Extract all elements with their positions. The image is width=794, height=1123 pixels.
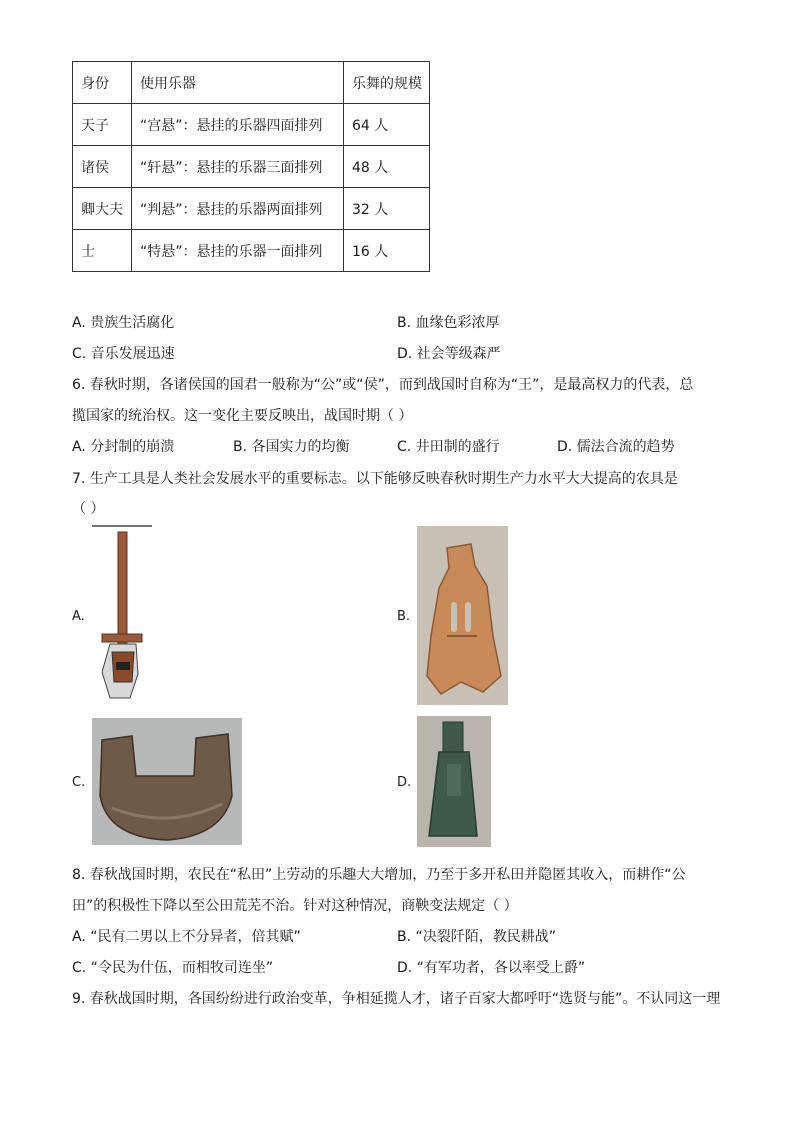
table-row — [73, 104, 430, 146]
q9-stem-line1: 9. 春秋战国时期，各国纷纷进行政治变革，争相延揽人才，诸子百家大都呼吁“选贤与能”。不认同这一理 — [72, 991, 721, 1007]
q6-stem-line2: 揽国家的统治权。这一变化主要反映出，战国时期（ ） — [72, 408, 413, 424]
table-cell: 32 人 — [344, 188, 430, 230]
table-row — [73, 146, 430, 188]
q5-option-b: B. 血缘色彩浓厚 — [397, 315, 500, 331]
table-cell: “宫悬”：悬挂的乐器四面排列 — [132, 104, 344, 146]
table-cell: 士 — [73, 230, 132, 272]
q8-option-a: A. “民有二男以上不分异者，倍其赋” — [72, 929, 301, 945]
q7-label-d: D. — [397, 775, 412, 790]
q6-option-d: D. 儒法合流的趋势 — [557, 439, 675, 455]
q7-stem-line2: （ ） — [72, 501, 105, 517]
q7-label-c: C. — [72, 775, 86, 790]
table-cell: 16 人 — [344, 230, 430, 272]
table-cell: 天子 — [73, 104, 132, 146]
table-cell: “特悬”：悬挂的乐器一面排列 — [132, 230, 344, 272]
wooden-spade-image — [88, 522, 154, 710]
q6-option-b: B. 各国实力的均衡 — [233, 439, 350, 455]
table-cell: 48 人 — [344, 146, 430, 188]
header-dance-scale: 乐舞的规模 — [344, 62, 430, 104]
bronze-spade-image — [417, 716, 491, 847]
table-cell: 64 人 — [344, 104, 430, 146]
q8-option-c: C. “令民为什伍，而相牧司连坐” — [72, 960, 274, 976]
q8-option-d: D. “有军功者，各以率受上爵” — [397, 960, 586, 976]
q6-option-c: C. 井田制的盛行 — [397, 439, 500, 455]
table-row — [73, 230, 430, 272]
table-row — [73, 188, 430, 230]
q5-option-c: C. 音乐发展迅速 — [72, 346, 175, 362]
table-header-row — [73, 62, 430, 104]
q7-stem-line1: 7. 生产工具是人类社会发展水平的重要标志。以下能够反映春秋时期生产力水平大大提高的农具是 — [72, 471, 678, 487]
q8-stem-line2: 田”的积极性下降以至公田荒芜不治。针对这种情况，商鞅变法规定（ ） — [72, 898, 518, 914]
q6-option-a: A. 分封制的崩溃 — [72, 439, 175, 455]
table-cell: 卿大夫 — [73, 188, 132, 230]
ritual-table — [72, 61, 430, 272]
bone-spade-image — [417, 526, 508, 705]
table-cell: “判悬”：悬挂的乐器两面排列 — [132, 188, 344, 230]
q6-stem-line1: 6. 春秋时期，各诸侯国的国君一般称为“公”或“侯”，而到战国时自称为“王”，是最高权力的代表，总 — [72, 377, 694, 393]
q5-option-a: A. 贵族生活腐化 — [72, 315, 175, 331]
q7-label-a: A. — [72, 609, 85, 624]
q8-option-b: B. “决裂阡陌，教民耕战” — [397, 929, 557, 945]
q5-option-d: D. 社会等级森严 — [397, 346, 501, 362]
iron-spade-image — [92, 718, 242, 845]
header-identity: 身份 — [73, 62, 132, 104]
q7-label-b: B. — [397, 609, 411, 624]
header-instruments: 使用乐器 — [132, 62, 344, 104]
q8-stem-line1: 8. 春秋战国时期，农民在“私田”上劳动的乐趣大大增加，乃至于多开私田并隐匿其收入，而耕作“公 — [72, 867, 686, 883]
table-cell: 诸侯 — [73, 146, 132, 188]
table-cell: “轩悬”：悬挂的乐器三面排列 — [132, 146, 344, 188]
